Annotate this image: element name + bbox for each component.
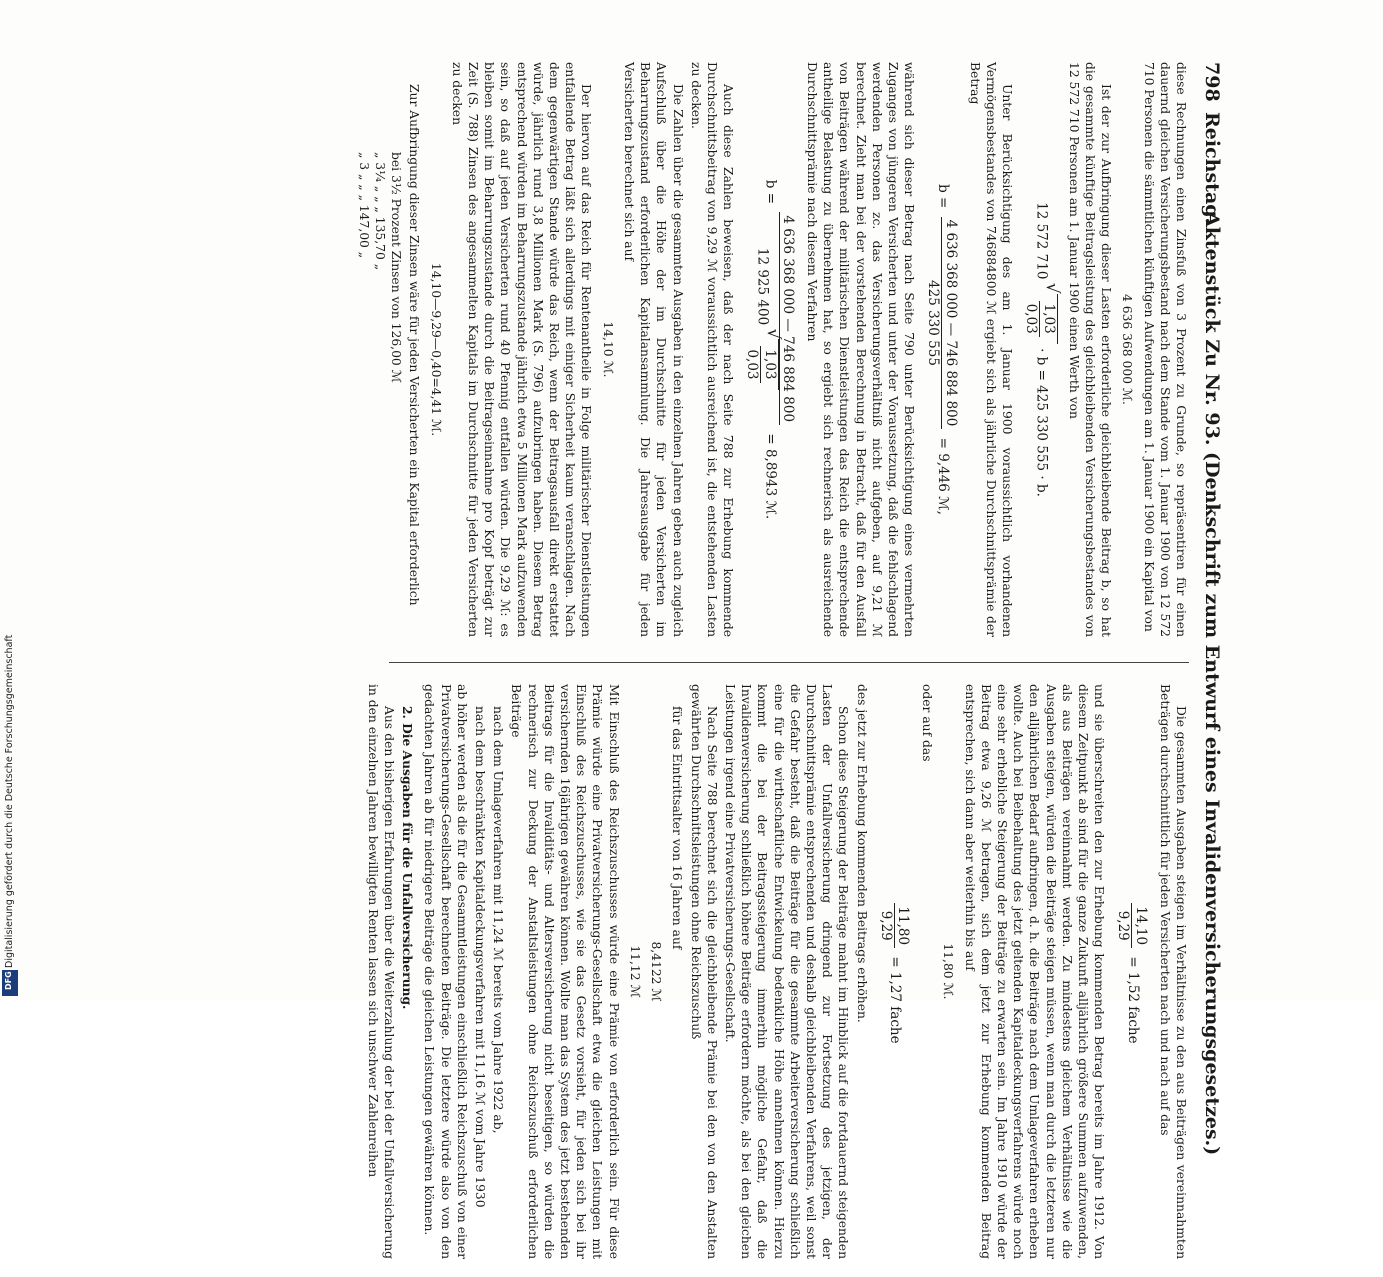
formula <box>1023 62 1057 637</box>
header-section: Reichstag. <box>1201 112 1223 225</box>
header-title: Aktenstück Zu Nr. 93. (Denkschrift zum Entwurf eines Invalidenversicherungsgesetzes.) <box>1201 212 1223 1156</box>
section-heading: 2. Die Ausgaben für die Unfallversicherung. <box>400 706 416 1010</box>
formula <box>878 684 911 1259</box>
paragraph: Nach Seite 788 berechnet sich die gleichbleibende Prämie bei den von den Anstalten gewährten Durchschnittsleistungen ohne Reichszuschuß <box>688 684 719 1259</box>
formula <box>1115 684 1148 1259</box>
paragraph: oder auf das <box>920 684 935 762</box>
dfg-logo <box>2 970 18 996</box>
fraction-denominator: 425 330 555 <box>925 280 942 366</box>
paragraph: Die gesammten Ausgaben steigen im Verhältnisse zu den aus Beiträgen vereinnahmten Beträgen durchschnittlich für jeden Versicherten nach und nach auf das <box>1157 684 1188 1259</box>
logo-text: DFG <box>4 971 13 990</box>
page-header <box>1195 62 1225 1277</box>
fraction-denominator <box>744 212 778 425</box>
fraction-numerator: √ 1,03 <box>760 346 777 382</box>
fraction-numerator: 4 636 368 000 — 746 884 800 <box>941 217 958 430</box>
paragraph: für das Eintrittsalter von 16 Jahren auf <box>670 706 685 950</box>
formula-term: b = <box>762 179 779 205</box>
fraction-numerator: √ 1,03 <box>1039 301 1056 337</box>
list-item: „ 3¼ „ „ „ 135,70 „ <box>373 152 388 271</box>
formula <box>744 62 796 637</box>
fraction-denominator: 9,29 <box>877 910 894 941</box>
formula-result: = 1,27 fache <box>886 956 903 1044</box>
paragraph: diese Rechnungen einen Zinsfuß von 3 Prozent zu Grunde, so repräsentiren für einen dauernd gleichen Versicherungsbestand nach dem Stande vom 1. Januar 1900 von 12 572 710 Personen die sämmtlichen künftigen Aufwendungen am 1. Januar 1900 ein Kapital von <box>1141 62 1188 637</box>
equation: 11,80 ℳ. <box>941 943 956 1000</box>
paragraph: Aus den bisherigen Erfahrungen über die Weiterzahlung der bei der Unfallversicherung in den einzelnen Jahren bewilligten Renten lassen sich unschwer Zahlenreihen <box>365 684 397 1259</box>
fraction-denominator: 0,03 <box>744 349 761 380</box>
root-sign-icon <box>744 339 778 389</box>
credit-text: Digitalisierung gefördert durch die Deutsche Forschungsgemeinschaft <box>4 634 15 968</box>
fraction <box>1115 903 1148 948</box>
right-column <box>363 684 1189 1259</box>
paragraph: ab höher werden als die für die Gesammtleistungen einschließlich Reichszuschuß von einer Privatversicherungs-Gesellschaft berechneten Beiträge. Die letztere würde also von den gedachten Jahren ab für niedrigere Beiträge die gleichen Leistungen gewähren können. <box>422 684 469 1259</box>
equation: 14,10—9,29—0,40=4,41 ℳ. <box>428 262 443 437</box>
root-sign-icon <box>1023 294 1057 344</box>
fraction-numerator: 14,10 <box>1131 903 1148 948</box>
paragraph: Ist der zur Aufbringung dieser Lasten erforderliche gleichbleibende Beitrag b, so hat die gesammte künftige Beitragsleistung des gleichbleibenden Versicherungsbestandes von 12 572 710 Personen am 1. Januar 1900 einen Werth von <box>1066 62 1114 637</box>
formula-result: = 8,8943 ℳ. <box>762 433 779 520</box>
paragraph: Auch diese Zahlen beweisen, daß der nach Seite 788 zur Erhebung kommende Durchschnittsbeitrag von 9,29 ℳ voraussichtlich ausreichend ist, die entstehenden Lasten zu decken. <box>688 62 736 637</box>
fraction <box>1023 301 1056 337</box>
interest-list <box>356 152 405 637</box>
paragraph: während sich dieser Betrag nach Seite 790 unter Berücksichtigung eines vermehrten Zuganges von jüngeren Versicherten und unter der Voraussetzung, daß die fehlschlagend werdenden Personen zc. das Versicherungsverhältniß nicht aufgeben, auf 9,21 ℳ berechnet. Zieht man bei der vorstehenden Berechnung in Betracht, daß für den Ausfall von Beiträgen während der militärischen Dienstleistungen das Reich die entsprechende antheilige Belastung zu übernehmen hat, so ergiebt sich rechnerisch als ausreichende Durchschnittsprämie nach diesem Verfahren <box>804 62 917 637</box>
fraction-denominator: 0,03 <box>1023 303 1040 334</box>
paragraph: des jetzt zur Erhebung kommenden Beitrags erhöhen. <box>854 684 869 1023</box>
paragraph: und sie überschreiten den zur Erhebung kommenden Betrag bereits im Jahre 1912. Von diesem Zeitpunkt ab sind für die ganze Zukunft alljährlich größere Summen aufzuwenden, als aus Beiträgen vereinnahmt werden. Zu mindestens gleichem Verhältnisse wie die Ausgaben steigen, würden die Beiträge steigen müssen, wenn man durch die letzteren nur den alljährlichen Bedarf aufbringen, d. h. die Beiträge nach dem Umlageverfahren erheben wollte. Auch bei Beibehaltung des jetzt geltenden Kapitaldeckungsverfahrens würde noch eine sehr erhebliche Steigerung der Beiträge zu erwarten sein. Im Jahre 1910 würde der Beitrag etwa 9,26 ℳ betragen, sich dem jetzt zur Erhebung kommenden Beitrag entsprechen, sich dann aber weiterhin bis auf <box>962 684 1107 1259</box>
paragraph: Der hiervon auf das Reich für Rentenantheile in Folge militärischer Dienstleistungen entfallende Betrag läßt sich allerdings mit einiger Sicherheit kaum veranschlagen. Nach dem gegenwärtigen Stande würde das Reich, wenn der Beitragsausfall direkt erstattet würde, jährlich rund 3,8 Millionen Mark (S. 796) aufzubringen haben. Diesem Betrag entsprechend würden im Beharrungszustande jährlich etwa 5 Millionen Mark aufzuwenden sein, so daß auf jeden Versicherten rund 40 Pfennig entfallen würden. Die 9,29 ℳ: es bleiben somit im Beharrungszustande durch die Beitragseinnahme pro Kopf beträgt zur Zeit (S. 788) Zinsen des angesammelten Kapitals im Durchschnitte für jeden Versicherten zu decken <box>449 62 594 637</box>
equation: 14,10 ℳ. <box>600 321 615 378</box>
fraction <box>925 217 958 430</box>
page-number: 798 <box>1201 62 1223 102</box>
paragraph: nach dem beschränkten Kapitaldeckungsverfahren mit 11,16 ℳ vom Jahre 1930 <box>473 706 488 1208</box>
list-item: bei 3½ Prozent Zinsen von 126,00 ℳ <box>389 152 404 383</box>
fraction <box>744 212 796 425</box>
fraction-denominator: 9,29 <box>1115 910 1132 941</box>
fraction-numerator: 4 636 368 000 — 746 884 800 <box>779 212 796 425</box>
paragraph: Die Zahlen über die gesammten Ausgaben in den einzelnen Jahren geben auch zugleich Aufschluß über die Höhe der im Durchschnitte für jeden Versicherten im Beharrungszustand erforderlichen Kapitalansammlung. Die Jahresausgabe für jeden Versicherten berechnet sich auf <box>621 62 685 637</box>
formula-term: b = <box>934 184 951 209</box>
digitization-credit <box>4 608 16 968</box>
column-divider <box>389 662 1189 663</box>
formula <box>925 62 958 637</box>
equation: 11,12 ℳ <box>627 945 642 998</box>
equation: 8,4122 ℳ <box>649 941 664 1002</box>
paragraph: Schon diese Steigerung der Beiträge mahnt im Hinblick auf die fortdauernd steigenden Lasten der Unfallversicherung dringend zur Fortsetzung des jetzigen, der Durchschnittsprämie entsprechenden und deshalb gleichbleibenden Verfahrens, weil sonst die Gefahr besteht, daß die Beiträge für die gesammte Arbeiterversicherung schließlich eine für die wirthschaftliche Entwickelung bedenkliche Höhe annehmen können. Hierzu kommt die bei der Beitragssteigerung immerhin mögliche Gefahr, daß die Invalidenversicherung schließlich höhere Beiträge erfordern möchte, als bei den gleichen Leistungen irgend eine Privatversicherungs-Gesellschaft. <box>722 684 851 1259</box>
paragraph: Mit Einschluß des Reichszuschusses würde eine Prämie von erforderlich sein. Für diese Prämie würde eine Privatversicherungs-Gesellschaft etwa die gleichen Leistungen mit Einschluß des Reichszuschusses, wie sie das Gesetz vorsieht, für jeden sich bei ihr versichernden 16jährigen gewähren können. Wollte man das System des jetzt bestehenden Beitrags für die Invaliditäts- und Altersversicherung nicht beseitigen, so würden die rechnerisch zur Deckung der Anstaltsleistungen ohne Reichszuschuß erforderlichen Beiträge <box>509 684 621 1259</box>
fraction <box>878 903 911 948</box>
formula-result: = 1,52 fache <box>1124 956 1141 1044</box>
paragraph: Zur Aufbringung dieser Zinsen wäre für jeden Versicherten ein Kapital erforderlich <box>407 84 422 606</box>
list-item: „ 3 „ „ „ 147,00 „ <box>356 152 371 259</box>
paragraph: nach dem Umlageverfahren mit 11,24 ℳ bereits vom Jahre 1922 ab, <box>491 706 506 1134</box>
paragraph: Unter Berücksichtigung des am 1. Januar 1900 voraussichtlich vorhandenen Vermögensbestandes von 746884800 ℳ ergiebt sich als jährliche Durchschnittsprämie der Betrag <box>967 62 1015 637</box>
fraction-numerator: 11,80 <box>894 903 911 948</box>
equation: 4 636 368 000 ℳ. <box>1120 294 1135 405</box>
formula-term: 12 572 710 <box>1032 202 1049 280</box>
left-column <box>356 62 1189 637</box>
formula-term: · b = 425 330 555 · b. <box>1032 348 1049 497</box>
scanned-page <box>356 62 1225 1277</box>
formula-term: 12 925 400 <box>753 247 770 326</box>
fraction <box>744 346 777 382</box>
formula-result: = 9,446 ℳ, <box>934 437 951 515</box>
